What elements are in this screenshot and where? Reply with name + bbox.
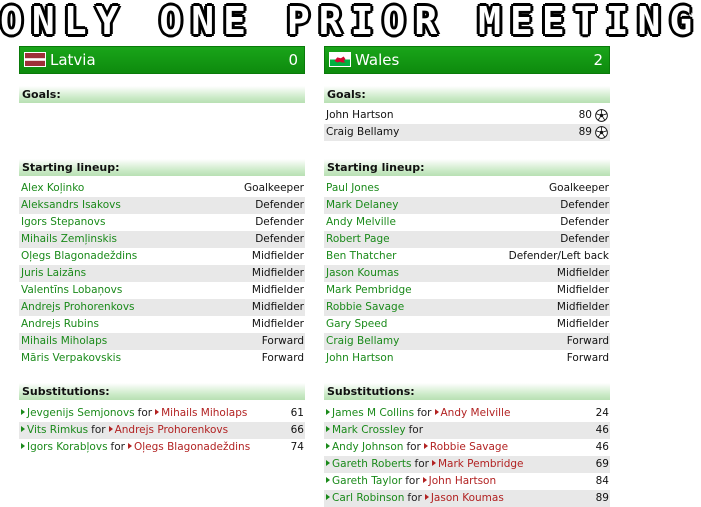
player-out-link[interactable]: John Hartson [428,475,497,487]
latvia-score: 0 [288,51,298,69]
player-out-link[interactable]: Mihails Miholaps [161,407,248,419]
substitution-text [326,405,510,422]
lineup-row [324,333,610,350]
player-position: Forward [566,335,609,347]
substitution-minute: 69 [595,458,609,470]
player-name-link[interactable]: Ben Thatcher [326,250,397,262]
player-name-link[interactable]: Jason Koumas [326,267,399,279]
substitution-text [21,422,228,439]
latvia-team-name: Latvia [50,51,96,69]
player-out-arrow-icon [432,460,436,466]
player-position: Midfielder [251,267,304,279]
for-label: for [414,458,429,470]
player-name-link[interactable]: Andy Melville [326,216,396,228]
latvia-column [19,46,305,453]
player-out-link[interactable]: Robbie Savage [429,441,509,453]
player-name-link[interactable]: Craig Bellamy [326,335,400,347]
substitution-minute: 46 [595,441,609,453]
player-out-link[interactable]: Oļegs Blagonadeždins [133,441,251,453]
latvia-substitutions [19,383,305,456]
player-name-link[interactable]: Mihails Miholaps [21,335,108,347]
goal-minute: 89 [578,126,592,138]
player-in-arrow-icon [326,443,330,449]
player-name-link[interactable]: John Hartson [326,352,394,364]
substitution-minute: 84 [595,475,609,487]
player-position: Goalkeeper [244,182,304,194]
substitution-text [21,405,247,422]
player-position: Defender [560,216,609,228]
player-in-arrow-icon [326,426,330,432]
lineup-row [324,248,610,265]
substitution-text [21,439,250,456]
wales-score: 2 [593,51,603,69]
substitution-text [326,439,508,456]
for-label: for [406,441,421,453]
substitution-text [326,422,426,439]
substitution-row [324,456,610,473]
player-out-link[interactable]: Andrejs Prohorenkovs [114,424,229,436]
lineup-row [19,350,305,367]
for-label: for [91,424,106,436]
lineup-row [324,299,610,316]
latvia-subs-header: Substitutions: [19,383,305,400]
for-label: for [405,475,420,487]
player-in-link[interactable]: James M Collins [332,407,415,419]
player-position: Goalkeeper [549,182,609,194]
lineup-row [324,214,610,231]
wales-goals [324,86,610,141]
player-position: Defender [255,199,304,211]
lineup-row [19,248,305,265]
latvia-flag-icon [24,52,46,67]
goal-scorer-name: John Hartson [326,109,394,121]
player-in-link[interactable]: Jevgenijs Semjonovs [27,407,135,419]
player-out-arrow-icon [155,409,159,415]
player-position: Forward [566,352,609,364]
latvia-goals-header: Goals: [19,86,305,103]
player-in-arrow-icon [21,443,25,449]
for-label: for [137,407,153,419]
player-name-link[interactable]: Valentīns Lobaņovs [21,284,123,296]
lineup-row [19,197,305,214]
player-position: Midfielder [251,250,304,262]
player-in-arrow-icon [326,494,330,500]
player-position: Defender [560,233,609,245]
player-position: Midfielder [251,318,304,330]
football-icon [595,109,608,122]
for-label: for [407,492,422,504]
latvia-lineup-header: Starting lineup: [19,159,305,176]
player-out-link[interactable]: Mark Pembridge [437,458,524,470]
football-icon [595,126,608,139]
player-out-link[interactable]: Andy Melville [440,407,511,419]
latvia-team-header [19,46,305,74]
player-in-arrow-icon [21,409,25,415]
player-out-arrow-icon [128,443,132,449]
lineup-row [324,231,610,248]
latvia-lineup [19,159,305,367]
player-in-arrow-icon [326,477,330,483]
player-in-arrow-icon [326,409,330,415]
player-name-link[interactable]: Igors Stepanovs [21,216,106,228]
wales-subs-header: Substitutions: [324,383,610,400]
substitution-minute: 89 [595,492,609,504]
player-out-arrow-icon [424,443,428,449]
substitution-minute: 61 [290,407,304,419]
substitution-minute: 66 [290,424,304,436]
substitution-minute: 46 [595,424,609,436]
for-label: for [408,424,424,436]
lineup-row [324,197,610,214]
wales-lineup [324,159,610,367]
player-out-arrow-icon [423,477,427,483]
player-position: Defender [255,233,304,245]
player-name-link[interactable]: Juris Laizāns [21,267,87,279]
player-name-link[interactable]: Aleksandrs Isakovs [21,199,121,211]
substitution-row [19,439,305,456]
substitution-row [324,473,610,490]
wales-goals-header: Goals: [324,86,610,103]
player-name-link[interactable]: Mark Delaney [326,199,399,211]
lineup-row [19,282,305,299]
player-position: Defender [255,216,304,228]
player-position: Forward [261,335,304,347]
player-out-arrow-icon [425,494,429,500]
substitution-row [324,405,610,422]
substitution-row [324,439,610,456]
player-position: Defender/Left back [508,250,609,262]
player-in-link[interactable]: Mark Crossley [332,424,406,436]
lineup-row [19,333,305,350]
player-name-link[interactable]: Oļegs Blagonadeždins [21,250,138,262]
player-in-arrow-icon [21,426,25,432]
player-position: Midfielder [556,267,609,279]
player-in-link[interactable]: Igors Korabļovs [27,441,108,453]
player-position: Midfielder [556,301,609,313]
goal-row [324,124,610,141]
player-position: Midfielder [251,301,304,313]
player-name-link[interactable]: Paul Jones [326,182,380,194]
wales-column [324,46,610,504]
player-position: Forward [261,352,304,364]
lineup-row [324,316,610,333]
substitution-text [326,490,504,507]
lineup-row [324,265,610,282]
player-in-arrow-icon [326,460,330,466]
lineup-row [19,180,305,197]
substitution-row [19,405,305,422]
player-name-link[interactable]: Mihails Zemļinskis [21,233,118,245]
player-name-link[interactable]: Māris Verpakovskis [21,352,122,364]
substitution-row [324,490,610,507]
player-in-link[interactable]: Carl Robinson [332,492,405,504]
player-name-link[interactable]: Andrejs Rubins [21,318,99,330]
player-name-link[interactable]: Mark Pembridge [326,284,412,296]
for-label: for [417,407,432,419]
player-name-link[interactable]: Robert Page [326,233,390,245]
goal-scorer-name: Craig Bellamy [326,126,400,138]
wales-lineup-header: Starting lineup: [324,159,610,176]
wales-substitutions [324,383,610,507]
player-position: Midfielder [556,318,609,330]
substitution-minute: 24 [595,407,609,419]
lineup-row [19,231,305,248]
player-position: Midfielder [556,284,609,296]
wales-team-header [324,46,610,74]
wales-team-name: Wales [355,51,400,69]
substitution-row [19,422,305,439]
player-position: Defender [560,199,609,211]
player-out-arrow-icon [109,426,113,432]
page-title: ONLY ONE PRIOR MEETING [0,0,701,43]
player-position: Midfielder [251,284,304,296]
substitution-minute: 74 [290,441,304,453]
player-in-link[interactable]: Gareth Taylor [332,475,403,487]
lineup-row [324,282,610,299]
lineup-row [324,350,610,367]
lineup-row [19,316,305,333]
substitution-text [326,456,524,473]
player-in-link[interactable]: Gareth Roberts [332,458,412,470]
lineup-row [19,299,305,316]
player-name-link[interactable]: Robbie Savage [326,301,405,313]
player-in-link[interactable]: Andy Johnson [332,441,404,453]
player-name-link[interactable]: Gary Speed [326,318,388,330]
lineup-row [19,265,305,282]
lineup-row [19,214,305,231]
goal-minute: 80 [578,109,592,121]
player-out-link[interactable]: Jason Koumas [430,492,504,504]
substitution-row [324,422,610,439]
substitution-text [326,473,496,490]
player-name-link[interactable]: Andrejs Prohorenkovs [21,301,135,313]
lineup-row [324,180,610,197]
wales-flag-icon [329,52,351,67]
goal-row [324,107,610,124]
player-in-link[interactable]: Vits Rimkus [27,424,89,436]
player-out-arrow-icon [435,409,439,415]
for-label: for [110,441,125,453]
player-name-link[interactable]: Alex Koļinko [21,182,85,194]
